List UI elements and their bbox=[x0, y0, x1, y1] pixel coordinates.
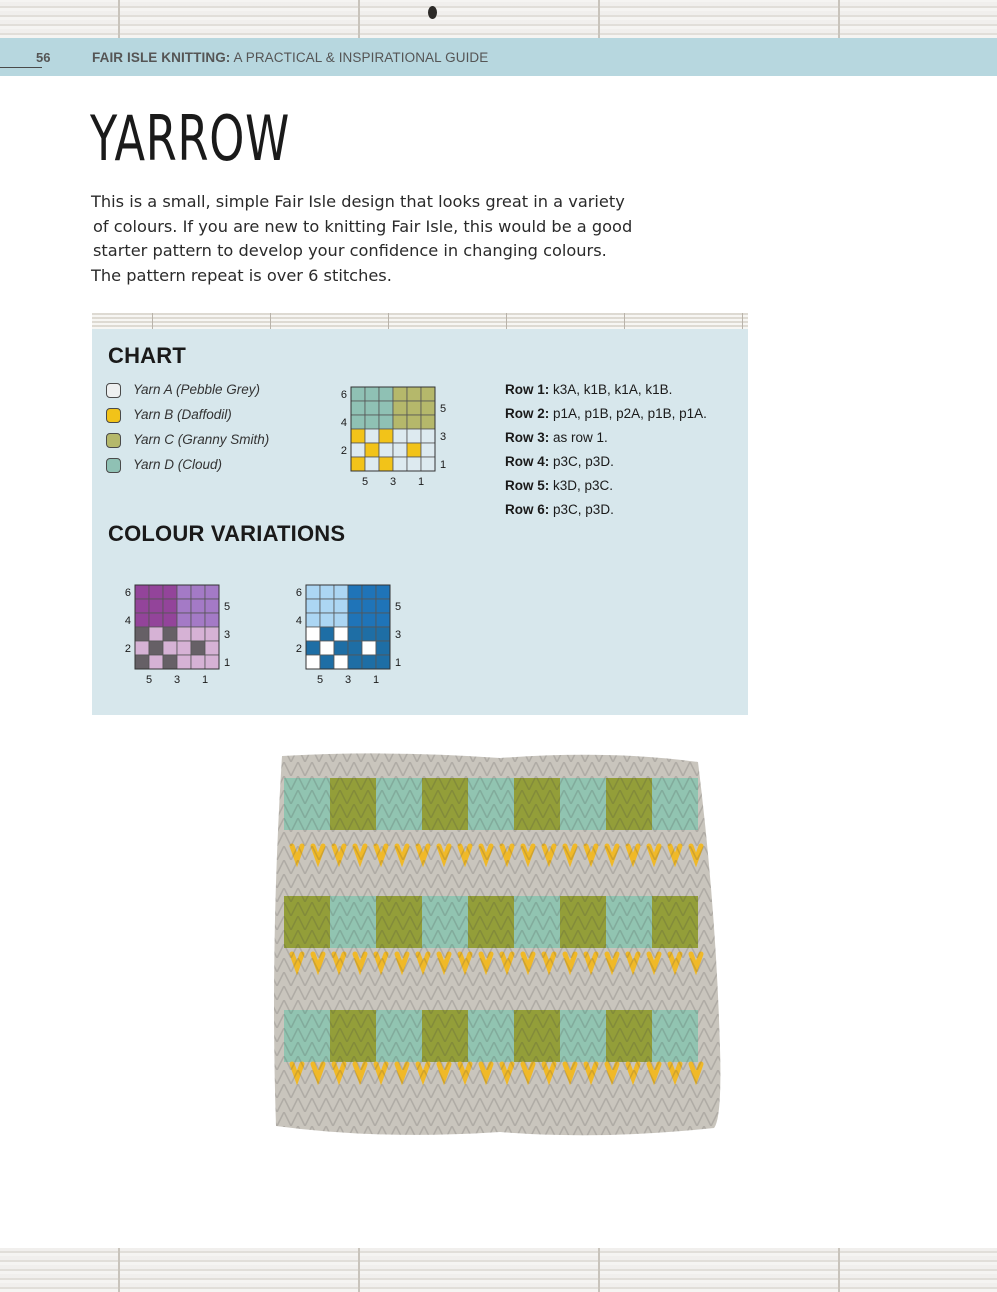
running-header bbox=[0, 38, 997, 76]
chart-cell bbox=[177, 585, 191, 599]
chart-cell bbox=[379, 443, 393, 457]
chart-row-label: 5 bbox=[440, 403, 447, 415]
chart-cell bbox=[351, 429, 365, 443]
chart-cell bbox=[191, 599, 205, 613]
swatch-yarn-c bbox=[106, 433, 121, 448]
chart-cell bbox=[407, 457, 421, 471]
row-instruction bbox=[505, 382, 672, 397]
chart-cell bbox=[306, 655, 320, 669]
row-instruction bbox=[505, 454, 614, 469]
pattern-intro bbox=[91, 190, 651, 288]
chart-row-label: 3 bbox=[440, 431, 447, 443]
chart-cell bbox=[177, 627, 191, 641]
chart-column-label: 5 bbox=[316, 674, 324, 685]
chart-cell bbox=[135, 655, 149, 669]
chart-cell bbox=[351, 401, 365, 415]
chart-panel-wood-strip bbox=[92, 313, 748, 329]
knitted-swatch-photo bbox=[270, 748, 726, 1138]
chart-cell bbox=[334, 585, 348, 599]
chart-heading: CHART bbox=[108, 343, 186, 368]
swatch-yarn-b bbox=[106, 408, 121, 423]
chart-cell bbox=[163, 585, 177, 599]
legend-label: Yarn A (Pebble Grey) bbox=[133, 382, 261, 397]
chart-cell bbox=[421, 401, 435, 415]
chart-cell bbox=[135, 613, 149, 627]
swatch-yarn-a bbox=[106, 383, 121, 398]
chart-column-label: 1 bbox=[372, 674, 380, 685]
chart-cell bbox=[205, 585, 219, 599]
chart-row-label: 2 bbox=[124, 643, 131, 655]
chart-row-label: 6 bbox=[340, 389, 347, 401]
chart-cell bbox=[376, 613, 390, 627]
chart-column-label: 3 bbox=[173, 674, 181, 685]
chart-cell bbox=[135, 585, 149, 599]
row-text: as row 1. bbox=[553, 430, 608, 445]
chart-cell bbox=[149, 613, 163, 627]
chart-cell bbox=[149, 585, 163, 599]
chart-cell bbox=[306, 641, 320, 655]
chart-cell bbox=[163, 599, 177, 613]
chart-cell bbox=[393, 457, 407, 471]
chart-cell bbox=[135, 627, 149, 641]
book-subtitle: A PRACTICAL & INSPIRATIONAL GUIDE bbox=[233, 50, 489, 65]
chart-cell bbox=[191, 641, 205, 655]
chart-row-label: 6 bbox=[124, 587, 131, 599]
book-title: FAIR ISLE KNITTING: bbox=[92, 50, 231, 65]
chart-cell bbox=[393, 401, 407, 415]
chart-cell bbox=[205, 655, 219, 669]
chart-cell bbox=[407, 387, 421, 401]
chart-cell bbox=[306, 585, 320, 599]
chart-cell bbox=[177, 655, 191, 669]
chart-cell bbox=[191, 627, 205, 641]
row-label: Row 5: bbox=[505, 478, 550, 493]
chart-cell bbox=[421, 443, 435, 457]
chart-row-label: 5 bbox=[224, 601, 231, 613]
chart-cell bbox=[177, 599, 191, 613]
chart-cell bbox=[362, 655, 376, 669]
chart-cell bbox=[393, 443, 407, 457]
chart-cell bbox=[421, 415, 435, 429]
chart-row-label: 5 bbox=[395, 601, 402, 613]
chart-cell bbox=[191, 655, 205, 669]
swatch-texture bbox=[270, 748, 726, 1138]
chart-column-label: 1 bbox=[417, 476, 425, 487]
chart-cell bbox=[348, 613, 362, 627]
chart-column-label: 5 bbox=[361, 476, 369, 487]
chart-cell bbox=[407, 443, 421, 457]
variation-chart-purple bbox=[119, 579, 239, 685]
chart-cell bbox=[376, 655, 390, 669]
chart-cell bbox=[421, 457, 435, 471]
chart-cell bbox=[205, 641, 219, 655]
chart-cell bbox=[320, 599, 334, 613]
chart-row-label: 2 bbox=[295, 643, 302, 655]
chart-cell bbox=[407, 415, 421, 429]
chart-cell bbox=[376, 599, 390, 613]
chart-cell bbox=[177, 613, 191, 627]
chart-row-label: 1 bbox=[395, 657, 402, 669]
chart-cell bbox=[334, 641, 348, 655]
chart-cell bbox=[348, 599, 362, 613]
chart-panel bbox=[92, 313, 748, 715]
wood-background-top bbox=[0, 0, 997, 38]
row-instruction bbox=[505, 406, 707, 421]
chart-cell bbox=[379, 429, 393, 443]
chart-cell bbox=[205, 613, 219, 627]
chart-cell bbox=[320, 613, 334, 627]
row-text: p1A, p1B, p2A, p1B, p1A. bbox=[553, 406, 707, 421]
row-instruction bbox=[505, 502, 614, 517]
chart-cell bbox=[348, 585, 362, 599]
chart-cell bbox=[163, 613, 177, 627]
legend-label: Yarn C (Granny Smith) bbox=[133, 432, 270, 447]
chart-cell bbox=[191, 613, 205, 627]
row-text: k3D, p3C. bbox=[553, 478, 614, 493]
chart-cell bbox=[351, 443, 365, 457]
chart-row-label: 1 bbox=[224, 657, 231, 669]
row-label: Row 2: bbox=[505, 406, 550, 421]
chart-cell bbox=[191, 585, 205, 599]
chart-cell bbox=[376, 585, 390, 599]
chart-cell bbox=[376, 627, 390, 641]
row-instruction bbox=[505, 430, 608, 445]
main-stitch-chart bbox=[335, 381, 455, 487]
chart-cell bbox=[334, 599, 348, 613]
chart-cell bbox=[177, 641, 191, 655]
chart-cell bbox=[205, 599, 219, 613]
chart-cell bbox=[379, 387, 393, 401]
chart-cell bbox=[351, 387, 365, 401]
row-label: Row 6: bbox=[505, 502, 550, 517]
wood-knot bbox=[428, 6, 437, 19]
chart-cell bbox=[365, 457, 379, 471]
chart-row-label: 4 bbox=[340, 417, 347, 429]
chart-cell bbox=[365, 429, 379, 443]
chart-cell bbox=[365, 443, 379, 457]
page-number-rule bbox=[0, 67, 42, 68]
chart-row-label: 3 bbox=[395, 629, 402, 641]
chart-cell bbox=[306, 599, 320, 613]
chart-cell bbox=[362, 613, 376, 627]
row-instruction bbox=[505, 478, 613, 493]
chart-cell bbox=[421, 387, 435, 401]
chart-cell bbox=[163, 655, 177, 669]
chart-cell bbox=[334, 655, 348, 669]
chart-cell bbox=[362, 641, 376, 655]
intro-line: of colours. If you are new to knitting Fair Isle, this would be a good bbox=[93, 216, 633, 236]
chart-cell bbox=[306, 613, 320, 627]
chart-cell bbox=[393, 387, 407, 401]
chart-cell bbox=[376, 641, 390, 655]
chart-column-label: 1 bbox=[201, 674, 209, 685]
chart-cell bbox=[365, 415, 379, 429]
chart-cell bbox=[306, 627, 320, 641]
chart-cell bbox=[351, 457, 365, 471]
chart-column-label: 3 bbox=[389, 476, 397, 487]
swatch-yarn-d bbox=[106, 458, 121, 473]
colour-variations-heading: COLOUR VARIATIONS bbox=[108, 521, 346, 546]
chart-cell bbox=[163, 627, 177, 641]
chart-cell bbox=[362, 627, 376, 641]
row-text: k3A, k1B, k1A, k1B. bbox=[553, 382, 673, 397]
chart-cell bbox=[379, 415, 393, 429]
running-title bbox=[92, 50, 488, 65]
row-text: p3C, p3D. bbox=[553, 502, 614, 517]
chart-cell bbox=[348, 641, 362, 655]
chart-cell bbox=[149, 641, 163, 655]
chart-cell bbox=[320, 641, 334, 655]
chart-cell bbox=[205, 627, 219, 641]
chart-cell bbox=[320, 585, 334, 599]
chart-cell bbox=[320, 655, 334, 669]
chart-cell bbox=[334, 613, 348, 627]
chart-cell bbox=[365, 387, 379, 401]
chart-cell bbox=[149, 655, 163, 669]
chart-cell bbox=[407, 429, 421, 443]
chart-column-label: 5 bbox=[145, 674, 153, 685]
chart-cell bbox=[351, 415, 365, 429]
legend-label: Yarn D (Cloud) bbox=[133, 457, 223, 472]
chart-row-label: 6 bbox=[295, 587, 302, 599]
chart-cell bbox=[163, 641, 177, 655]
chart-cell bbox=[320, 627, 334, 641]
row-text: p3C, p3D. bbox=[553, 454, 614, 469]
chart-cell bbox=[393, 415, 407, 429]
chart-cell bbox=[393, 429, 407, 443]
intro-line: This is a small, simple Fair Isle design that looks great in a variety bbox=[91, 192, 625, 211]
chart-row-label: 2 bbox=[340, 445, 347, 457]
chart-row-label: 3 bbox=[224, 629, 231, 641]
chart-column-label: 3 bbox=[344, 674, 352, 685]
chart-cell bbox=[362, 599, 376, 613]
intro-line: The pattern repeat is over 6 stitches. bbox=[91, 265, 392, 285]
chart-cell bbox=[135, 641, 149, 655]
wood-background-bottom bbox=[0, 1248, 997, 1292]
chart-cell bbox=[149, 599, 163, 613]
chart-row-label: 4 bbox=[124, 615, 131, 627]
page-number: 56 bbox=[36, 50, 51, 65]
chart-cell bbox=[334, 627, 348, 641]
chart-cell bbox=[348, 655, 362, 669]
chart-cell bbox=[149, 627, 163, 641]
chart-cell bbox=[365, 401, 379, 415]
chart-cell bbox=[135, 599, 149, 613]
variation-chart-blue bbox=[290, 579, 410, 685]
row-label: Row 1: bbox=[505, 382, 550, 397]
chart-cell bbox=[421, 429, 435, 443]
pattern-title: YARROW bbox=[90, 102, 290, 175]
chart-cell bbox=[362, 585, 376, 599]
chart-row-label: 4 bbox=[295, 615, 302, 627]
row-label: Row 4: bbox=[505, 454, 550, 469]
chart-row-label: 1 bbox=[440, 459, 447, 471]
row-label: Row 3: bbox=[505, 430, 550, 445]
intro-line: starter pattern to develop your confidence in changing colours. bbox=[93, 241, 607, 261]
chart-cell bbox=[407, 401, 421, 415]
chart-cell bbox=[379, 457, 393, 471]
chart-cell bbox=[348, 627, 362, 641]
legend-label: Yarn B (Daffodil) bbox=[133, 407, 232, 422]
chart-cell bbox=[379, 401, 393, 415]
